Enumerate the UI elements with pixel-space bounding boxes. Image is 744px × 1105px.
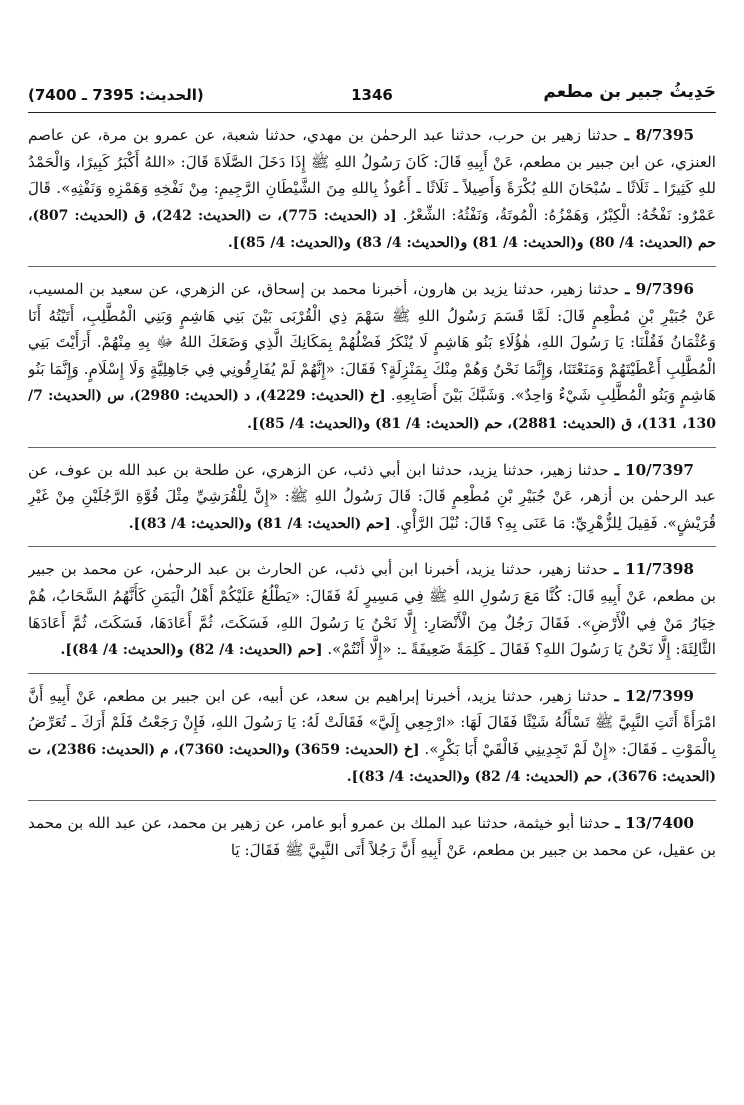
hadith-number: 11/7398 ـ [607,560,694,579]
hadith-number: 10/7397 ـ [608,460,694,479]
hadith-number: 8/7395 ـ [618,126,695,144]
hadith-text: حدثنا زهير، حدثنا يزيد، أخبرنا ابن أبي ذئب، عن الحارث بن عبد الرحمٰن، عن محمد بن جبير بن مطعم، عَنْ أَبِيهِ قَالَ: كُنَّا مَعَ رَسُولِ اللهِ ﷺ فِي مَسِيرٍ لَهُ فَقَالَ: «يَطْلُعُ عَلَيْكُمْ أَهْلُ الْيَمَنِ كَأَنَّهُمُ السَّحَابُ، هُمْ خِيَارُ مَنْ فِي الْأَرْضِ». فَقَالَ رَجُلٌ مِنَ الْأَنْصَارِ: إِلَّا نَحْنُ يَا رَسُولَ اللهِ، فَسَكَتَ، ثُمَّ أَعَادَهَا، فَسَكَتَ، ثُمَّ أَعَادَهَا الثَّالِثَةَ: إِلَّا نَحْنُ يَا رَسُولَ اللهِ؟ فَقَالَ ـ كَلِمَةً ضَعِيفَةً ـ: «إِلَّا أَنْتُمْ». [28,560,716,659]
hadith-text: حدثنا زهير، حدثنا يزيد، حدثنا ابن أبي ذئب، عن الزهري، عن طلحة بن عبد الله بن عوف، عن عبد الرحمٰن بن أزهر، عَنْ جُبَيْرِ بْنِ مُطْعِمٍ قَالَ: قَالَ رَسُولُ اللهِ ﷺ: «إِنَّ لِلْقُرَشِيِّ مِثْلَ قُوَّةِ الرَّجُلَيْنِ مِنْ غَيْرِ قُرَيْشٍ». فَقِيلَ لِلزُّهْرِيِّ: مَا عَنَى بِهِ؟ قَالَ: نُبْلَ الرَّأْيِ. [28,460,716,532]
hadith-number: 9/7396 ـ [619,279,694,298]
hadith-7396 [28,276,716,448]
chapter-title: حَدِيثُ جبير بن مطعم [543,82,716,102]
page-content [28,122,716,1097]
hadith-references: [حم (الحديث: 4/ 81) و(الحديث: 4/ 83)]. [128,515,391,532]
hadith-text: حدثنا زهير، حدثنا يزيد، أخبرنا إبراهيم بن سعد، عن أبيه، عن ابن جبير بن مطعم، عَنْ أَبِيهِ أَنَّ امْرَأَةً أَتَتِ النَّبِيَّ ﷺ تَسْأَلُهُ شَيْئًا فَقَالَ لَهَا: «ارْجِعِي إِلَيَّ» فَقَالَتْ لَهُ: يَا رَسُولَ اللهِ، فَإِنْ رَجَعْتُ فَلَمْ أَرَكَ ـ تُعَرِّضُ بِالْمَوْتِ ـ فَقَالَ: «إِنْ لَمْ تَجِدِينِي فَالْقَيْ أَبَا بَكْرٍ». [28,686,716,758]
hadith-7397 [28,457,716,548]
hadith-number: 12/7399 ـ [608,686,694,705]
page-number: 1346 [351,86,393,104]
hadith-7400 [28,810,716,873]
page-header [28,80,716,110]
hadith-7398 [28,556,716,673]
hadith-range: (الحديث: 7395 ـ 7400) [28,86,204,104]
hadith-7395 [28,122,716,267]
hadith-references: [حم (الحديث: 4/ 82) و(الحديث: 4/ 84)]. [60,642,323,659]
hadith-text: حدثنا أبو خيثمة، حدثنا عبد الملك بن عمرو أبو عامر، عن زهير بن محمد، عن عبد الله بن محمد بن عقيل، عن محمد بن جبير بن مطعم، عَنْ أَبِيهِ أَنَّ رَجُلاً أَتَى النَّبِيَّ ﷺ فَقَالَ: يَا [28,814,716,859]
header-rule [28,112,716,113]
hadith-7399 [28,683,716,801]
hadith-text: حدثنا زهير بن حرب، حدثنا عبد الرحمٰن بن مهدي، حدثنا شعبة، عن عمرو بن مرة، عن عاصم العنزي، عن ابن جبير بن مطعم، عَنْ أَبِيهِ قَالَ: كَانَ رَسُولُ اللهِ ﷺ إِذَا دَخَلَ الصَّلَاةَ قَالَ: «اللهُ أَكْبَرُ كَبِيرًا، وَالْحَمْدُ للهِ كَثِيرًا ـ ثَلَاثًا ـ سُبْحَانَ اللهِ بُكْرَةً وَأَصِيلاً ـ ثَلَاثًا ـ أَعُوذُ بِاللهِ مِنَ الشَّيْطَانِ الرَّجِيمِ: مِنْ نَفْخِهِ وَهَمْزِهِ وَنَفْثِهِ». قَالَ عَمْرٌو: نَفْخُهُ: الْكِبْرُ، وَهَمْزُهُ: الْمُوتَةُ، وَنَفْثُهُ: الشِّعْرُ. [28,126,716,224]
hadith-text: حدثنا زهير، حدثنا يزيد بن هارون، أخبرنا محمد بن إسحاق، عن الزهري، عن سعيد بن المسيب، عَنْ جُبَيْرِ بْنِ مُطْعِمٍ قَالَ: لَمَّا قَسَمَ رَسُولُ اللهِ ﷺ سَهْمَ ذِي الْقُرْبَى بَيْنَ بَنِي هَاشِمٍ وَبَنِي الْمُطَّلِبِ، أَتَيْتُهُ أَنَا وَعُثْمَانُ فَقُلْنَا: يَا رَسُولَ اللهِ، هٰؤُلَاءِ بَنُو هَاشِمٍ لَا يُنْكَرُ فَضْلُهُمْ بِمَكَانِكَ الَّذِي وَضَعَكَ اللهُ ﷻ بِهِ مِنْهُمْ. أَرَأَيْتَ بَنِي الْمُطَّلِبِ أَعْطَيْتَهُمْ وَمَنَعْتَنَا، وَإِنَّمَا نَحْنُ وَهُمْ مِنْكَ بِمَنْزِلَةٍ؟ فَقَالَ: «إِنَّهُمْ لَمْ يُفَارِقُونِي فِي جَاهِلِيَّةٍ وَلَا إِسْلَامٍ. وَإِنَّمَا بَنُو هَاشِمٍ وَبَنُو الْمُطَّلِبِ شَيْءٌ وَاحِدٌ». وَشَبَّكَ بَيْنَ أَصَابِعِهِ. [28,279,716,405]
hadith-references: [د (الحديث: 775)، ت (الحديث: 242)، ق (الحديث: 807)، حم (الحديث: 4/ 80) و(الحديث: 4/ 81) و(الحديث: 4/ 83) و(الحديث: 4/ 85)]. [28,207,716,252]
hadith-number: 13/7400 ـ [610,814,694,833]
hadith-references: [خ (الحديث: 3659) و(الحديث: 7360)، م (الحديث: 2386)، ت (الحديث: 3676)، حم (الحديث: 4/ 82) و(الحديث: 4/ 83)]. [28,741,716,786]
hadith-references: [خ (الحديث: 4229)، د (الحديث: 2980)، س (الحديث: 7/ 130، 131)، ق (الحديث: 2881)، حم (الحديث: 4/ 81) و(الحديث: 4/ 85)]. [28,388,716,432]
